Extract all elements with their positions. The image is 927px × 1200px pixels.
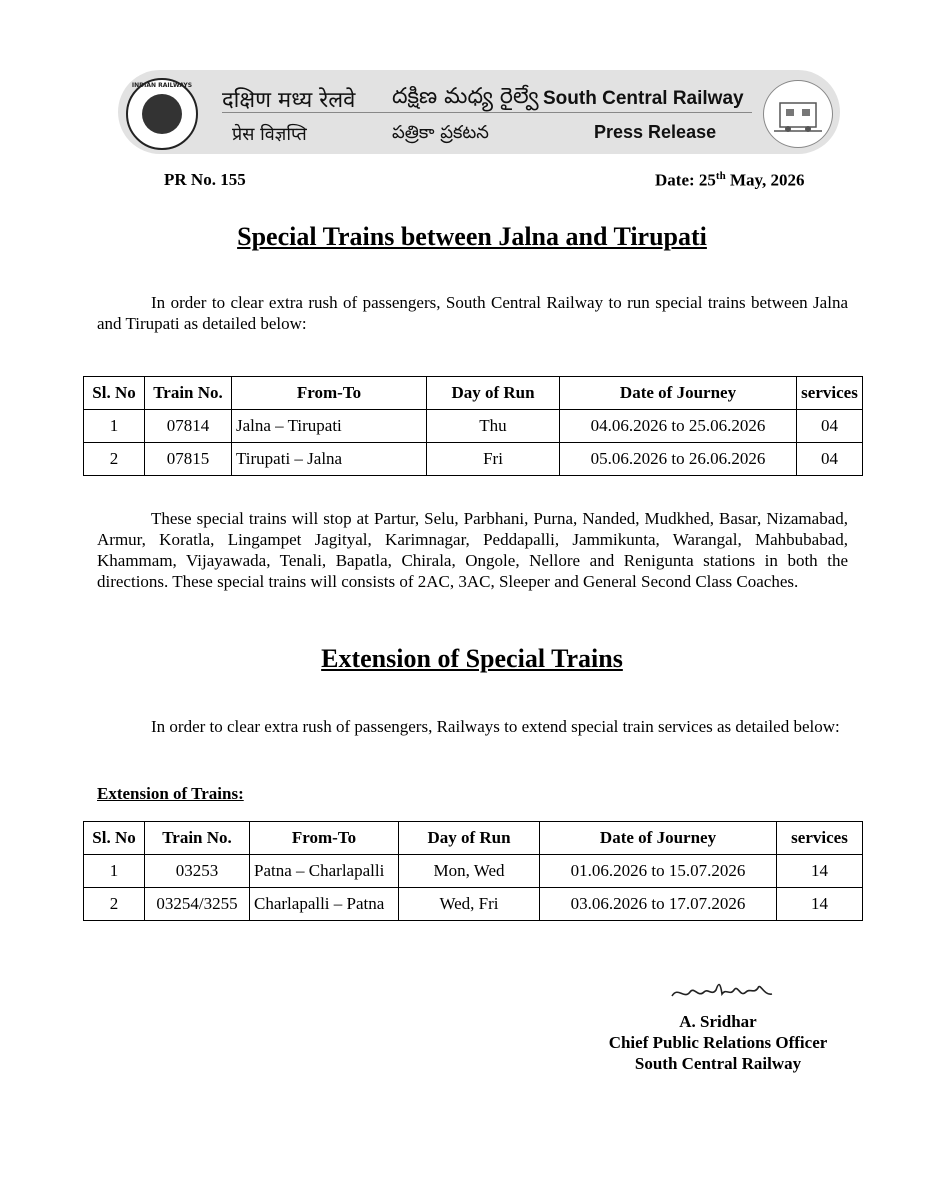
table-row (84, 888, 863, 921)
cell: 01.06.2026 to 15.07.2026 (540, 855, 777, 888)
cell: 03253 (145, 855, 250, 888)
logo-text: INDIAN RAILWAYS (131, 82, 193, 89)
cell: Patna – Charlapalli (250, 855, 399, 888)
extension-trains-table (83, 821, 863, 921)
col-header: Train No. (145, 822, 250, 855)
header-telugu-name: దక్షిణ మధ్య రైల్వే (392, 84, 539, 109)
cell: 2 (84, 443, 145, 476)
col-header: Sl. No (84, 377, 145, 410)
header-telugu-press: పత్రికా ప్రకటన (392, 122, 489, 143)
cell: 04 (797, 410, 863, 443)
indian-railways-logo (126, 78, 198, 150)
col-header: services (777, 822, 863, 855)
cell: 14 (777, 888, 863, 921)
section2-intro: In order to clear extra rush of passengers, Railways to extend special train services as detailed below: (151, 717, 840, 736)
release-date (655, 170, 805, 191)
cell: Wed, Fri (399, 888, 540, 921)
cell: Tirupati – Jalna (232, 443, 427, 476)
header-hindi-name: दक्षिण मध्य रेलवे (222, 88, 356, 113)
table-header-row (84, 822, 863, 855)
section1-stops: These special trains will stop at Partur, Selu, Parbhani, Purna, Nanded, Mudkhed, Basar, Nizamabad, Armur, Koratla, Lingampet Jagityal, Karimnagar, Peddapalli, Jammikunta, Warangal, Mahbubabad, Khammam, Vijayawada, Tenali, Bapatla, Chirala, Ongole, Nellore and Renigunta stations in both the directions. These special trains will consists of 2AC, 3AC, Sleeper and General Second Class Coaches. (97, 509, 848, 591)
col-header: Sl. No (84, 822, 145, 855)
train-logo-icon (763, 80, 833, 148)
signatory-designation: Chief Public Relations Officer (608, 1033, 828, 1052)
pr-number: PR No. 155 (164, 170, 246, 189)
col-header: Day of Run (399, 822, 540, 855)
cell: 04.06.2026 to 25.06.2026 (560, 410, 797, 443)
cell: 1 (84, 855, 145, 888)
col-header: services (797, 377, 863, 410)
table-row (84, 855, 863, 888)
table-row (84, 443, 863, 476)
cell: 1 (84, 410, 145, 443)
cell: 04 (797, 443, 863, 476)
col-header: From-To (232, 377, 427, 410)
cell: 2 (84, 888, 145, 921)
cell: Jalna – Tirupati (232, 410, 427, 443)
cell: Thu (427, 410, 560, 443)
col-header: Train No. (145, 377, 232, 410)
header-hindi-press: प्रेस विज्ञप्ति (232, 124, 307, 145)
train-emblem-icon (142, 94, 182, 134)
signatory-organization: South Central Railway (634, 1054, 802, 1073)
header-english-name: South Central Railway (543, 88, 744, 109)
header-english-press: Press Release (594, 122, 717, 142)
table-row (84, 410, 863, 443)
cell: 07814 (145, 410, 232, 443)
date-rest: May, 2026 (725, 170, 805, 190)
cell: Fri (427, 443, 560, 476)
special-trains-table (83, 376, 863, 476)
cell: 14 (777, 855, 863, 888)
cell: 03.06.2026 to 17.07.2026 (540, 888, 777, 921)
date-prefix: Date: 25 (655, 170, 716, 190)
cell: Charlapalli – Patna (250, 888, 399, 921)
col-header: Date of Journey (560, 377, 797, 410)
section1-title: Special Trains between Jalna and Tirupati (237, 222, 707, 251)
cell: Mon, Wed (399, 855, 540, 888)
col-header: From-To (250, 822, 399, 855)
cell: 05.06.2026 to 26.06.2026 (560, 443, 797, 476)
handwritten-signature (668, 976, 778, 1004)
section2-title: Extension of Special Trains (321, 644, 623, 673)
cell: 03254/3255 (145, 888, 250, 921)
cell: 07815 (145, 443, 232, 476)
section1-intro: In order to clear extra rush of passengers, South Central Railway to run special trains between Jalna and Tirupati as detailed below: (97, 293, 848, 333)
date-suffix-sup: th (715, 170, 726, 182)
table-header-row (84, 377, 863, 410)
col-header: Day of Run (427, 377, 560, 410)
extension-subheading: Extension of Trains: (97, 784, 244, 803)
signatory-name: A. Sridhar (679, 1012, 757, 1031)
col-header: Date of Journey (540, 822, 777, 855)
